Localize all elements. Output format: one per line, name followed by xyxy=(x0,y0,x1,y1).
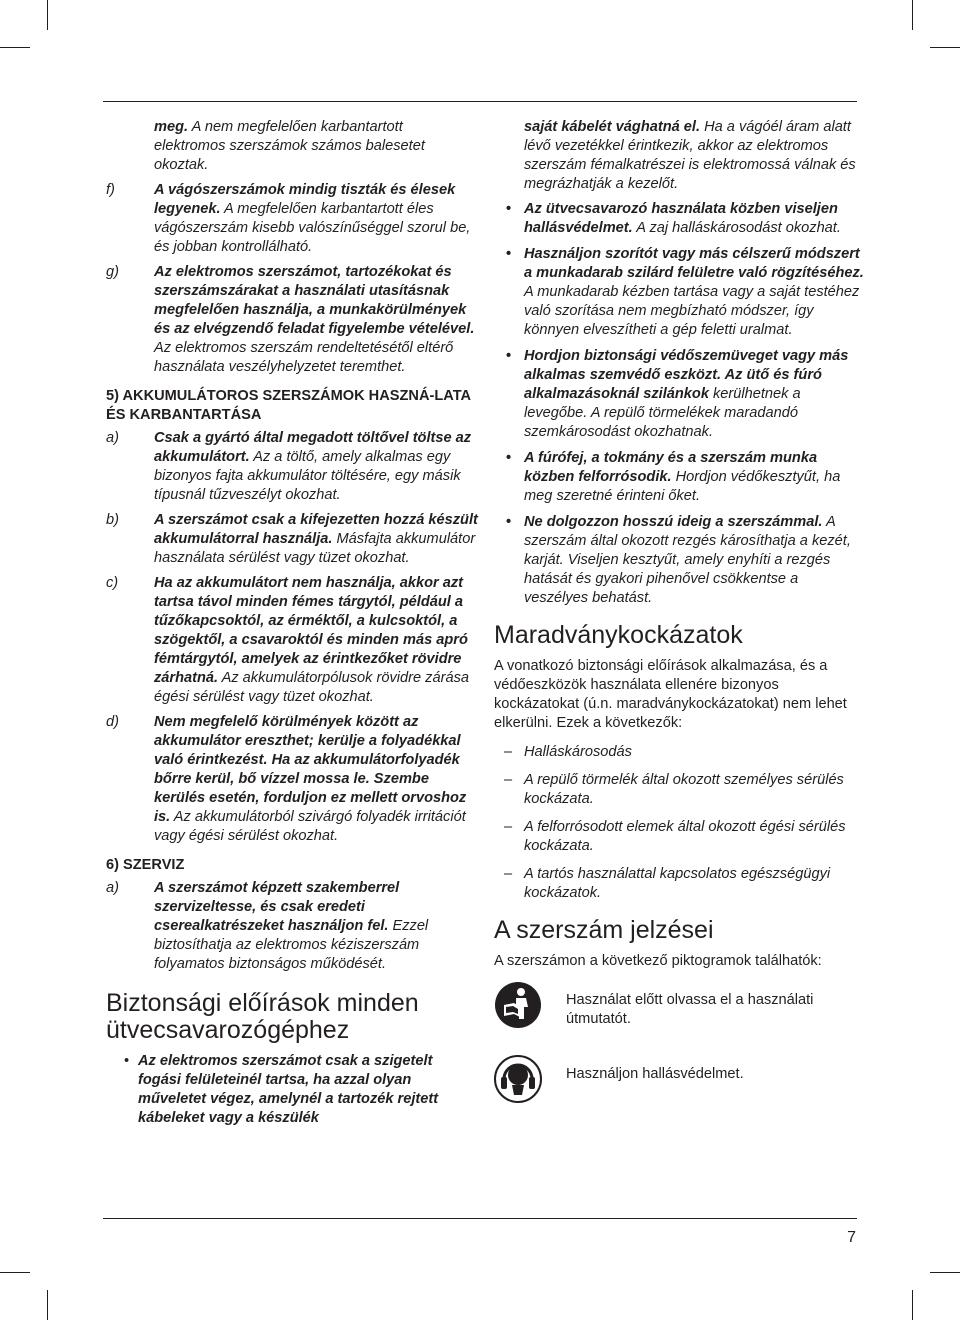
section-heading-safety: Biztonsági előírások minden ütvecsavarozógéphez xyxy=(106,989,419,1044)
list-item-5a: a) Csak a gyártó által megadott töltővel töltse az akkumulátort. Az a töltő, amely alkalmas egy bizonyos fajta akkumulátor töltésére, egy másik típusnál tűzveszélyt okozhat. xyxy=(106,430,472,503)
bullet-item: • Az ütvecsavarozó használata közben viseljen hallásvédelmet. A zaj halláskárosodást okozhat. xyxy=(506,201,841,236)
crop-mark xyxy=(0,47,30,48)
section-heading-residual-risks: Maradványkockázatok xyxy=(494,621,743,649)
bullet-item: • A fúrófej, a tokmány és a szerszám munka közben felforrósodik. Hordjon védőkesztyűt, ha meg szeretné érinteni őket. xyxy=(506,450,841,504)
risks-intro: A vonatkozó biztonsági előírások alkalmazása, és a védőeszközök használata ellenére bizonyos kockázatokat (ú.n. maradványkockázatokat) nem lehet elkerülni. Ezek a következők: xyxy=(494,658,847,731)
header-rule xyxy=(103,101,857,102)
section-5-title: 5) AKKUMULÁTOROS SZERSZÁMOK HASZNÁ-LATA ÉS KARBANTARTÁSA xyxy=(106,388,471,423)
crop-mark xyxy=(930,47,960,48)
list-item-6a: a) A szerszámot képzett szakemberrel szervizeltesse, és csak eredeti cserealkatrészeket használjon fel. Ezzel biztosíthatja az elektromos kéziszerszám folyamatos biztonságos működését. xyxy=(106,880,429,972)
pictogram-text: Használjon hallásvédelmet. xyxy=(566,1066,744,1082)
page-number: 7 xyxy=(847,1229,856,1246)
pictogram-row xyxy=(494,1055,864,1115)
item-e-continuation: meg. A nem megfelelően karbantartott elektromos szerszámok számos balesetet okoztak. xyxy=(154,119,425,173)
right-column xyxy=(494,118,864,1115)
list-item-5b: b) A szerszámot csak a kifejezetten hozzá készült akkumulátorral használja. Másfajta akkumulátor használata sérülést vagy tüzet okozhat. xyxy=(106,512,478,566)
crop-mark xyxy=(47,0,48,30)
bullet-item: • Az elektromos szerszámot csak a szigetelt fogási felületeinél tartsa, ha azzal olyan műveletet végez, amelynél a tartozék rejtett kábeleket vagy a készülék xyxy=(124,1053,439,1126)
bullet-continuation: saját kábelét vághatná el. Ha a vágóél áram alatt lévő vezetékkel érintkezik, akkor az elektromos szerszám fémalkatrészei is elektromossá válnak és megrázhatják a kezelőt. xyxy=(524,119,856,192)
crop-mark xyxy=(930,1272,960,1273)
left-column xyxy=(106,118,478,1136)
crop-mark xyxy=(0,1272,30,1273)
list-item-g: g) Az elektromos szerszámot, tartozékokat és szerszámszárakat a használati utasításnak megfelelően használja, a munkakörülmények és az elvégzendő feladat figyelembe vételével. Az elektromos szerszám rendeltetésétől eltérő használata veszélyhelyzetet teremthet. xyxy=(106,264,475,375)
read-manual-icon xyxy=(494,981,566,1041)
bullet-item: • Használjon szorítót vagy más célszerű módszert a munkadarab szilárd felületre való rögzítéséhez. A munkadarab kézben tartása vagy a saját testéhez való szorítása nem megbízható módszer, így könnyen elveszítheti a gép feletti uralmat. xyxy=(506,246,864,338)
pictogram-text: Használat előtt olvassa el a használati útmutatót. xyxy=(566,992,814,1027)
list-item-5d: d) Nem megfelelő körülmények között az akkumulátor ereszthet; kerülje a folyadékkal való érintkezést. Ha az akkumulátorfolyadék bőrre kerül, bő vízzel mossa le. Szembe kerülés esetén, forduljon ez mellett orvoshoz is. Az akkumulátorból szivárgó folyadék irritációt vagy égési sérülést okozhat. xyxy=(106,714,467,844)
risk-item: – A tartós használattal kapcsolatos egészségügyi kockázatok. xyxy=(504,866,831,901)
risk-item: – Halláskárosodás xyxy=(504,744,632,760)
bullet-item: • Ne dolgozzon hosszú ideig a szerszámmal. A szerszám által okozott rezgés károsíthatja a kezét, karját. Viseljen kesztyűt, amely enyhíti a rezgés hatását és gyakori pihenővel csökkentse a veszélyes behatást. xyxy=(506,514,851,606)
symbols-intro: A szerszámon a következő piktogramok találhatók: xyxy=(494,953,822,969)
risk-item: – A felforrósodott elemek által okozott égési sérülés kockázata. xyxy=(504,819,846,854)
footer-rule xyxy=(103,1218,857,1219)
section-heading-tool-symbols: A szerszám jelzései xyxy=(494,916,714,944)
section-6-title: 6) SZERVIZ xyxy=(106,857,185,873)
hearing-protection-icon xyxy=(494,1055,566,1115)
risk-item: – A repülő törmelék által okozott személyes sérülés kockázata. xyxy=(504,772,844,807)
crop-mark xyxy=(912,0,913,30)
pictogram-row xyxy=(494,981,864,1041)
bullet-item: • Hordjon biztonsági védőszemüveget vagy más alkalmas szemvédő eszközt. Az ütő és fúró alkalmazásoknál szilánkok kerülhetnek a levegőbe. A repülő törmelékek maradandó szemkárosodást okozhatnak. xyxy=(506,348,849,440)
crop-mark xyxy=(912,1290,913,1320)
crop-mark xyxy=(47,1290,48,1320)
list-item-f: f) A vágószerszámok mindig tiszták és élesek legyenek. A megfelelően karbantartott éles vágószerszám kisebb valószínűséggel szorul be, és jobban kontrollálható. xyxy=(106,182,471,255)
list-item-5c: c) Ha az akkumulátort nem használja, akkor azt tartsa távol minden fémes tárgytól, például a tűzőkapcsoktól, az érméktől, a kulcsoktól, a szögektől, a csavaroktól és minden más apró fémtárgytól, amelyek az érintkezőket rövidre zárhatná. Az akkumulátorpólusok rövidre zárása égési sérülést vagy tüzet okozhat. xyxy=(106,575,469,705)
